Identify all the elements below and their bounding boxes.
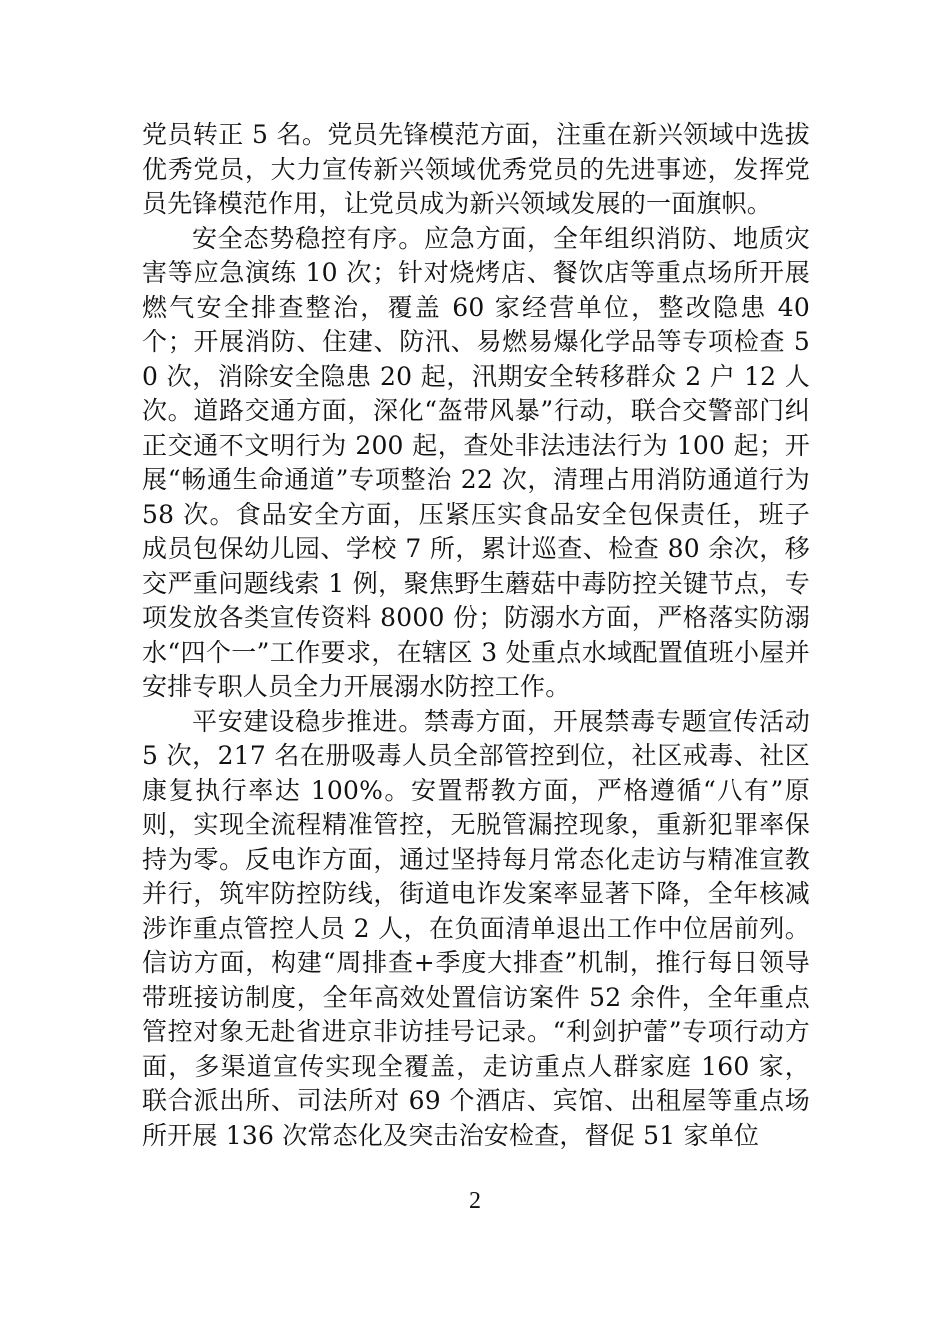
paragraph-safety-situation: 安全态势稳控有序。应急方面，全年组织消防、地质灾害等应急演练 10 次；针对烧烤店、餐饮店等重点场所开展燃气安全排查整治，覆盖 60 家经营单位，整改隐患 40 个；开展消防、住建、防汛、易燃易爆化学品等专项检查 50 次，消除安全隐患 20 起，汛期安全转移群众 2 户 12 人次。道路交通方面，深化“盔带风暴”行动，联合交警部门纠正交通不文明行为 200 起，查处非法违法行为 100 起；开展“畅通生命通道”专项整治 22 次，清理占用消防通道行为 58 次。食品安全方面，压紧压实食品安全包保责任，班子成员包保幼儿园、学校 7 所，累计巡查、检查 80 余次，移交严重问题线索 1 例，聚焦野生蘑菇中毒防控关键节点，专项发放各类宣传资料 8000 份；防溺水方面，严格落实防溺水“四个一”工作要求，在辖区 3 处重点水域配置值班小屋并安排专职人员全力开展溺水防控工作。: [142, 223, 810, 701]
paragraph-party-members: 党员转正 5 名。党员先锋模范方面，注重在新兴领域中选拔优秀党员，大力宣传新兴领域优秀党员的先进事迹，发挥党员先锋模范作用，让党员成为新兴领域发展的一面旗帜。: [142, 120, 810, 218]
paragraph-peace-building: 平安建设稳步推进。禁毒方面，开展禁毒专题宣传活动 5 次，217 名在册吸毒人员全部管控到位，社区戒毒、社区康复执行率达 100%。安置帮教方面，严格遵循“八有”原则，实现全流程精准管控，无脱管漏控现象，重新犯罪率保持为零。反电诈方面，通过坚持每月常态化走访与精准宣教并行，筑牢防控防线，街道电诈发案率显著下降，全年核减涉诈重点管控人员 2 人，在负面清单退出工作中位居前列。信访方面，构建“周排查+季度大排查”机制，推行每日领导带班接访制度，全年高效处置信访案件 52 余件，全年重点管控对象无赴省进京非访挂号记录。“利剑护蕾”专项行动方面，多渠道宣传实现全覆盖，走访重点人群家庭 160 家，联合派出所、司法所对 69 个酒店、宾馆、出租屋等重点场所开展 136 次常态化及突击治安检查，督促 51 家单位: [142, 706, 810, 1150]
body-text: [142, 118, 810, 1153]
page-number: 2: [469, 1188, 481, 1214]
